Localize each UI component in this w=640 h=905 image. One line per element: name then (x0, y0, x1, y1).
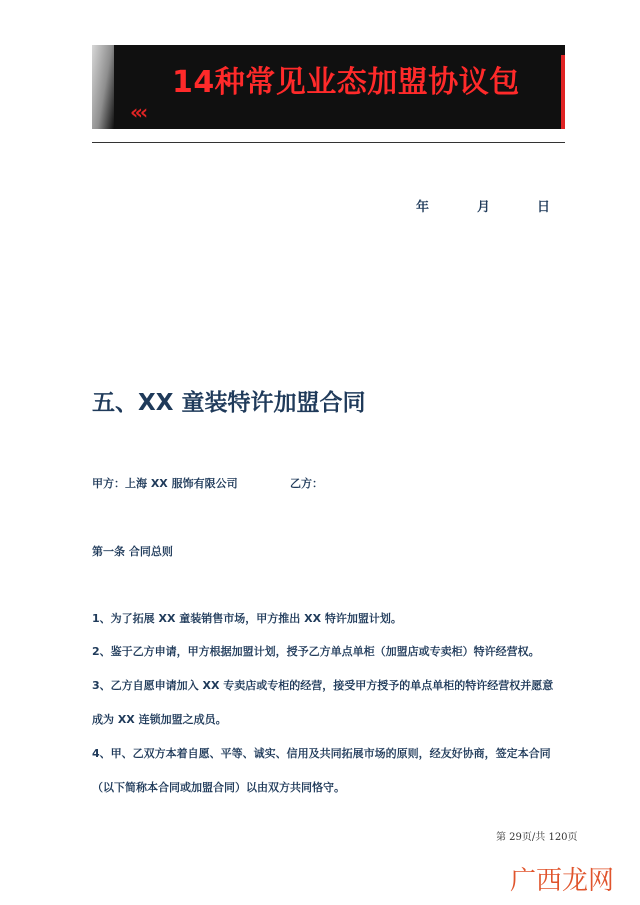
date-day: 日 (537, 200, 551, 215)
paragraph-4-cont: （以下简称本合同或加盟合同）以由双方共同恪守。 (92, 781, 345, 794)
contract-title: 五、XX 童装特许加盟合同 (92, 390, 366, 416)
party-b: 乙方： (290, 477, 323, 490)
paragraph-3: 3、乙方自愿申请加入 XX 专卖店或专柜的经营，接受甲方授予的单点单柜的特许经营权并愿意 (92, 679, 554, 692)
watermark-logo: 广西龙网 (510, 866, 615, 896)
paragraph-1: 1、为了拓展 XX 童装销售市场，甲方推出 XX 特许加盟计划。 (92, 612, 402, 625)
page-number: 第 29页/共 120页 (496, 832, 578, 843)
date-year: 年 (416, 200, 430, 215)
banner-corner-graphic (92, 45, 114, 129)
banner-accent-bar (561, 55, 565, 129)
party-a: 甲方：上海 XX 服饰有限公司 (92, 477, 238, 490)
banner-title: 14种常见业态加盟协议包 (172, 65, 520, 100)
paragraph-2: 2、鉴于乙方申请，甲方根据加盟计划，授予乙方单点单柜（加盟店或专卖柜）特许经营权。 (92, 645, 540, 658)
date-month: 月 (477, 200, 491, 215)
header-divider (92, 142, 565, 143)
chevron-left-icon: «‹ (130, 100, 146, 124)
paragraph-4: 4、甲、乙双方本着自愿、平等、诚实、信用及共同拓展市场的原则，经友好协商，签定本合同 (92, 747, 551, 760)
header-banner (92, 45, 565, 129)
paragraph-3-cont: 成为 XX 连锁加盟之成员。 (92, 713, 227, 726)
section-title: 第一条 合同总则 (92, 545, 173, 558)
